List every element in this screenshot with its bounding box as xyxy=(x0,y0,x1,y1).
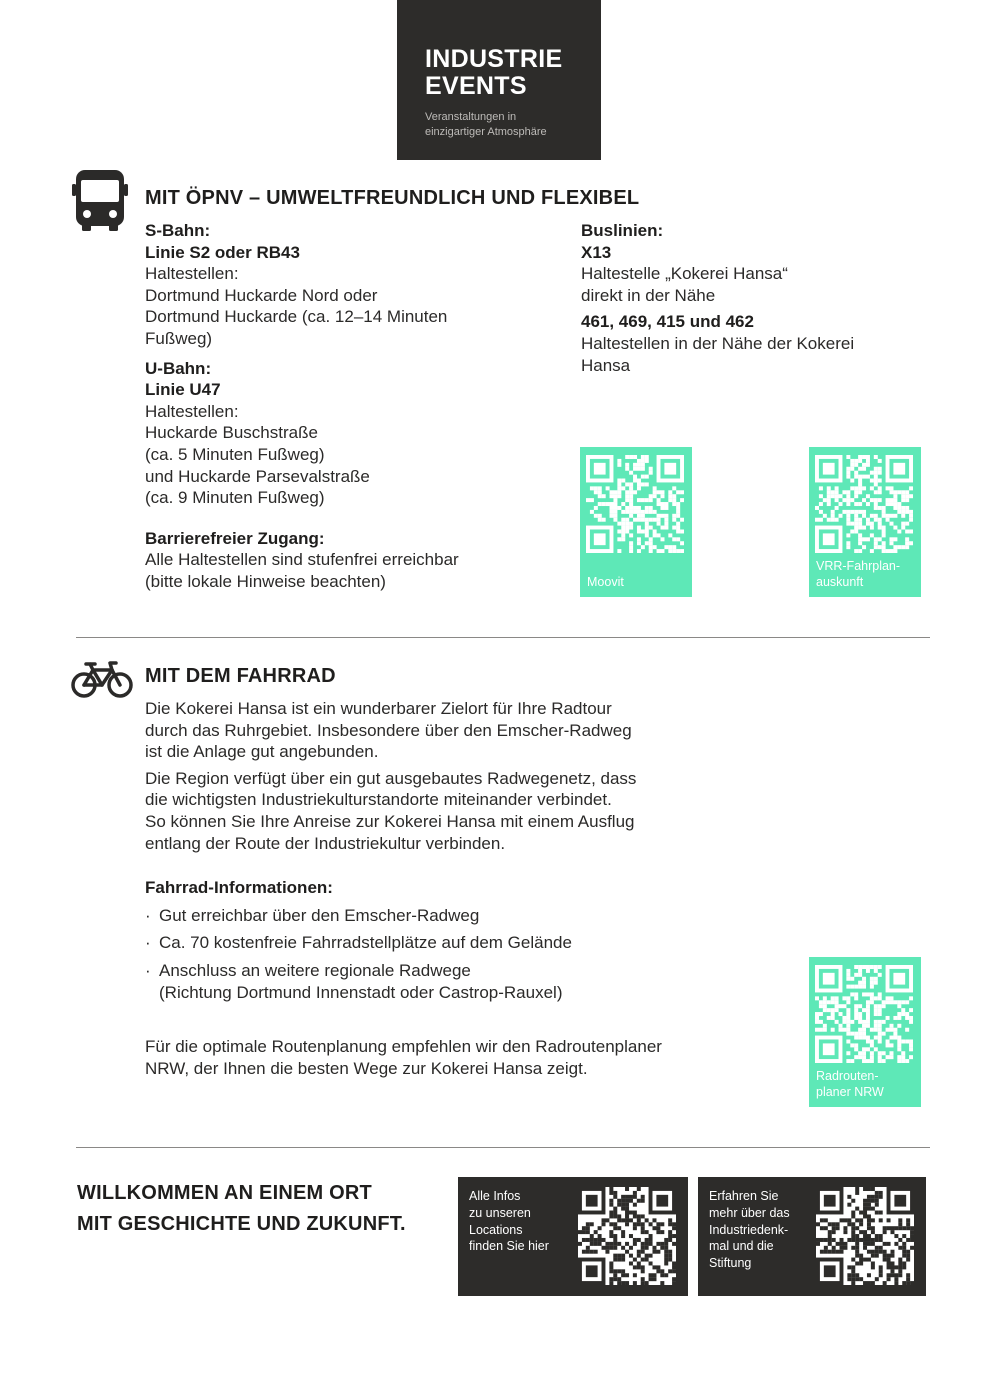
qr-card-radroutenplaner[interactable] xyxy=(809,957,921,1107)
header-title: INDUSTRIE EVENTS xyxy=(425,45,563,100)
section-heading-bike: MIT DEM FAHRRAD xyxy=(145,665,336,687)
qr-code-icon[interactable] xyxy=(578,1187,676,1285)
info-card-label: Erfahren Sie mehr über das Industriedenk- mal und die Stiftung xyxy=(709,1189,790,1271)
oepnv-left-column: S-Bahn: Linie S2 oder RB43 Haltestellen: Dortmund Huckarde Nord oder Dortmund Huckarde (ca. 12–14 Minuten Fußweg) U-Bahn: Linie U47 Haltestellen: Huckarde Buschstraße (ca. 5 Minuten Fußweg) und Huckarde Parsevalstraße (ca. 9 Minuten Fußweg) Barrierefreier Zugang: Alle Haltestellen sind stufenfrei erreichbar (bitte lokale Hinweise beachten) xyxy=(145,220,565,593)
section-heading-oepnv: MIT ÖPNV – UMWELTFREUNDLICH UND FLEXIBEL xyxy=(145,187,640,209)
qr-card-label: VRR-Fahrplan- auskunft xyxy=(816,559,901,589)
qr-code-icon[interactable] xyxy=(815,455,913,553)
qr-code-icon[interactable] xyxy=(815,965,913,1063)
footer-title: WILLKOMMEN AN EINEM ORT MIT GESCHICHTE UND ZUKUNFT. xyxy=(77,1182,406,1235)
sbahn-line: Linie S2 oder RB43 xyxy=(145,242,300,262)
info-card-locations[interactable] xyxy=(458,1177,688,1296)
list-item: · Ca. 70 kostenfreie Fahrradstellplätze auf dem Gelände xyxy=(145,933,572,953)
header-subtitle: Veranstaltungen in einzigartiger Atmosphäre xyxy=(425,111,547,138)
qr-code-icon[interactable] xyxy=(816,1187,914,1285)
sbahn-title: S-Bahn: xyxy=(145,221,211,240)
info-card-stiftung[interactable] xyxy=(698,1177,926,1296)
list-item: · Anschluss an weitere regionale Radwege (Richtung Dortmund Innenstadt oder Castrop-Rauxel) xyxy=(145,960,563,1002)
oepnv-right-column: Buslinien: X13 Haltestelle „Kokerei Hansa“ direkt in der Nähe 461, 469, 415 und 462 Haltestellen in der Nähe der Kokerei Hansa xyxy=(581,220,921,376)
qr-card-label: Radrouten- planer NRW xyxy=(816,1069,884,1099)
bike-text: Die Kokerei Hansa ist ein wunderbarer Zielort für Ihre Radtour durch das Ruhrgebiet. Insbesondere über den Emscher-Radweg ist die Anlage gut angebunden. Die Region verfügt über ein gut ausgebautes Radwegenetz, dass die wichtigsten Industriekulturstandorte miteinander verbindet. So können Sie Ihre Anreise zur Kokerei Hansa mit einem Ausflug entlang der Route der Industriekultur verbinden. Fahrrad-Informationen: · Gut erreichbar über den Emscher-Radweg · Ca. 70 kostenfreie Fahrradstellplätze auf dem Gelände · Anschluss an weitere regionale Radwege (Richtung Dortmund Innenstadt oder Castrop-Rauxel) Für die optimale Routenplanung empfehlen wir den Radroutenplaner NRW, der Ihnen die besten Wege zur Kokerei Hansa zeigt. xyxy=(145,698,785,1079)
bicycle-icon xyxy=(71,659,133,699)
bus-title: Buslinien: xyxy=(581,221,664,240)
bus-line-x13: X13 xyxy=(581,242,612,262)
barrier-title: Barrierefreier Zugang: xyxy=(145,528,325,548)
bike-info-list xyxy=(145,905,785,1003)
bus-lines-other: 461, 469, 415 und 462 xyxy=(581,312,754,332)
qr-card-vrr[interactable] xyxy=(809,447,921,597)
bike-info-title: Fahrrad-Informationen: xyxy=(145,878,333,898)
qr-code-icon[interactable] xyxy=(586,455,684,553)
ubahn-line: Linie U47 xyxy=(145,380,221,400)
qr-card-moovit[interactable] xyxy=(580,447,692,597)
divider xyxy=(76,637,930,638)
ubahn-title: U-Bahn: xyxy=(145,358,212,378)
list-item: · Gut erreichbar über den Emscher-Radweg xyxy=(145,905,480,925)
divider xyxy=(76,1147,930,1148)
header-box xyxy=(397,0,601,160)
qr-card-label: Moovit xyxy=(587,575,624,589)
info-card-label: Alle Infos zu unseren Locations finden Sie hier xyxy=(469,1189,549,1254)
bus-icon xyxy=(72,170,128,232)
